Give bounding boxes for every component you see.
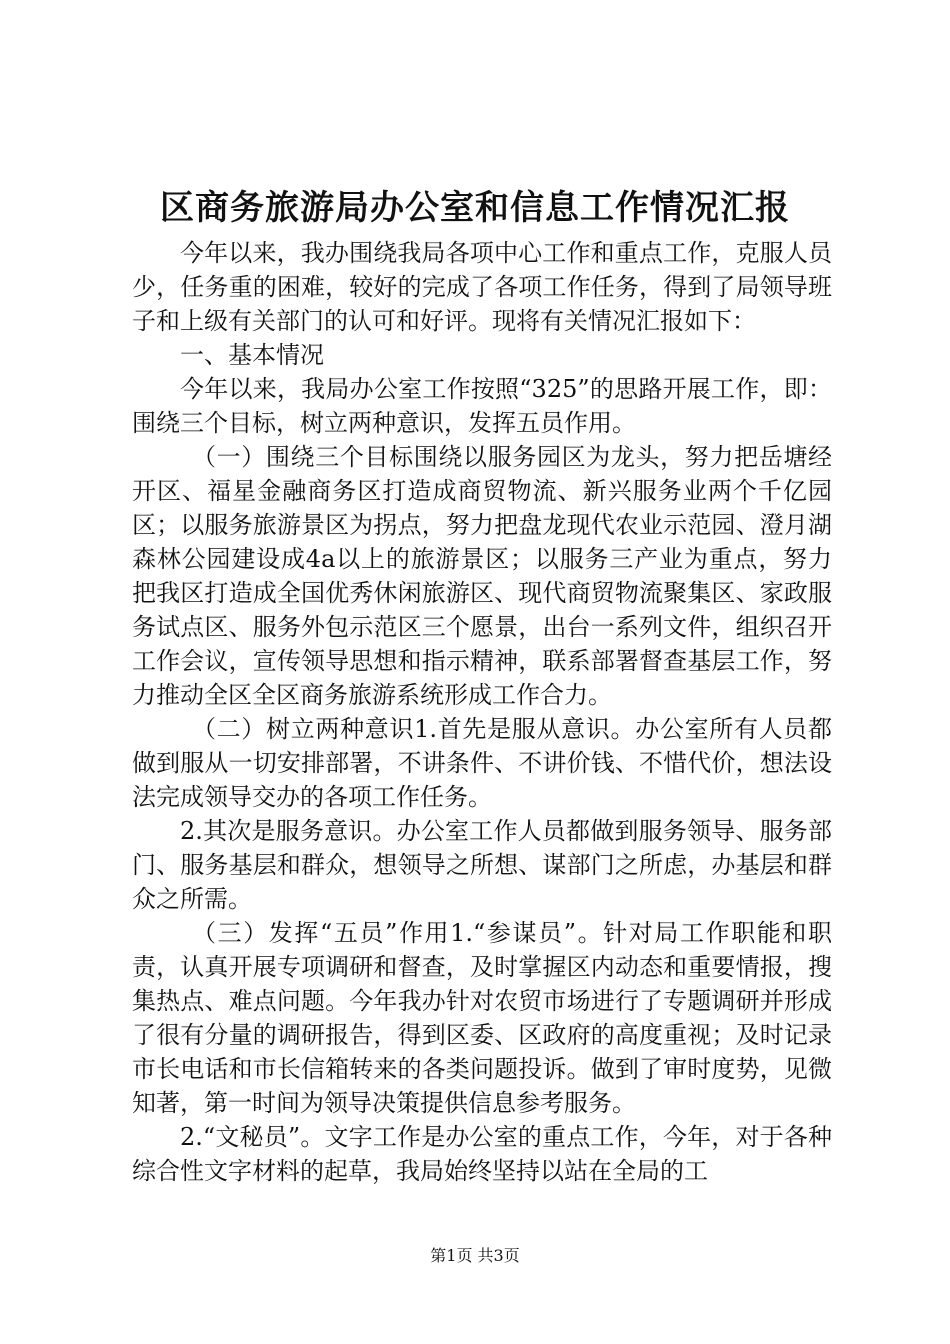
paragraph-two-awareness: （二）树立两种意识1.首先是服从意识。办公室所有人员都做到服从一切安排部署，不讲条件、不讲价钱、不惜代价，想法设法完成领导交办的各项工作任务。 <box>132 715 832 811</box>
paragraph-three-goals: （一）围绕三个目标围绕以服务园区为龙头，努力把岳塘经开区、福星金融商务区打造成商贸物流、新兴服务业两个千亿园区；以服务旅游景区为拐点，努力把盘龙现代农业示范园、澄月湖森林公园建设成4a以上的旅游景区；以服务三产业为重点，努力把我区打造成全国优秀休闲旅游区、现代商贸物流聚集区、家政服务试点区、服务外包示范区三个愿景，出台一系列文件，组织召开工作会议，宣传领导思想和指示精神，联系部署督查基层工作，努力推动全区全区商务旅游系统形成工作合力。 <box>132 443 832 709</box>
document-body <box>132 236 832 1188</box>
section-heading-basic: 一、基本情况 <box>180 341 324 369</box>
paragraph-service-awareness: 2.其次是服务意识。办公室工作人员都做到服务领导、服务部门、服务基层和群众，想领导之所想、谋部门之所虑，办基层和群众之所需。 <box>132 817 832 913</box>
page-footer: 第1页 共3页 <box>430 1246 520 1265</box>
paragraph-five-roles: （三）发挥“五员”作用1.“参谋员”。针对局工作职能和职责，认真开展专项调研和督查，及时掌握区内动态和重要情报，搜集热点、难点问题。今年我办针对农贸市场进行了专题调研并形成了很有分量的调研报告，得到区委、区政府的高度重视；及时记录市长电话和市长信箱转来的各类问题投诉。做到了审时度势，见微知著，第一时间为领导决策提供信息参考服务。 <box>132 919 832 1117</box>
paragraph-intro: 今年以来，我办围绕我局各项中心工作和重点工作，克服人员少，任务重的困难，较好的完成了各项工作任务，得到了局领导班子和上级有关部门的认可和好评。现将有关情况汇报如下： <box>132 239 832 335</box>
document-title: 区商务旅游局办公室和信息工作情况汇报 <box>160 188 790 228</box>
paragraph-overview: 今年以来，我局办公室工作按照“325”的思路开展工作，即：围绕三个目标，树立两种意识，发挥五员作用。 <box>132 375 832 437</box>
paragraph-secretary: 2.“文秘员”。文字工作是办公室的重点工作，今年，对于各种综合性文字材料的起草，我局始终坚持以站在全局的工 <box>132 1123 832 1185</box>
